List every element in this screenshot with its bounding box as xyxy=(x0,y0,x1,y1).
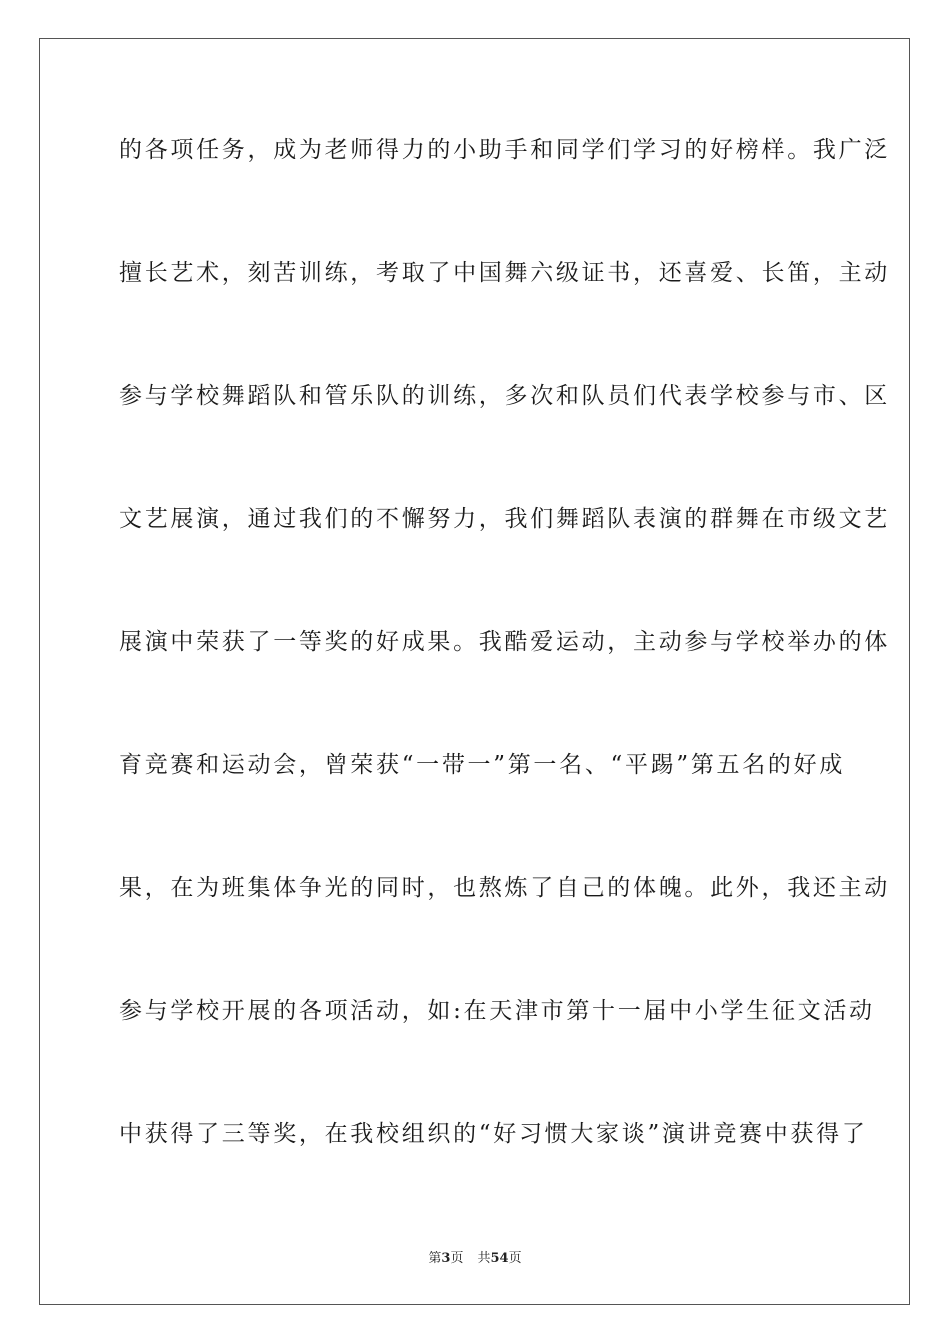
text-line: 果，在为班集体争光的同时，也熬炼了自己的体魄。此外，我还主动 xyxy=(119,875,890,901)
text-line: 擅长艺术，刻苦训练，考取了中国舞六级证书，还喜爱、长笛，主动 xyxy=(119,260,890,286)
page-number: 3 xyxy=(441,1251,451,1266)
text-line: 文艺展演，通过我们的不懈努力，我们舞蹈队表演的群舞在市级文艺 xyxy=(119,506,890,532)
text-line: 育竞赛和运动会，曾荣获“一带一”第一名、“平踢”第五名的好成 xyxy=(119,752,846,778)
text-line: 参与学校开展的各项活动，如:在天津市第十一届中小学生征文活动 xyxy=(119,998,875,1024)
page-label-suffix: 页 xyxy=(450,1251,464,1266)
total-pages: 54 xyxy=(490,1251,509,1266)
text-line: 展演中荣获了一等奖的好成果。我酷爱运动，主动参与学校举办的体 xyxy=(119,629,890,655)
text-line: 中获得了三等奖，在我校组织的“好习惯大家谈”演讲竞赛中获得了 xyxy=(119,1121,868,1147)
total-label-prefix: 共 xyxy=(477,1251,491,1266)
document-body xyxy=(119,124,890,1231)
page-footer xyxy=(0,1247,950,1266)
text-line: 的各项任务，成为老师得力的小助手和同学们学习的好榜样。我广泛 xyxy=(119,137,890,163)
page-label-prefix: 第 xyxy=(428,1251,442,1266)
text-line: 参与学校舞蹈队和管乐队的训练，多次和队员们代表学校参与市、区 xyxy=(119,383,890,409)
total-label-suffix: 页 xyxy=(508,1251,522,1266)
